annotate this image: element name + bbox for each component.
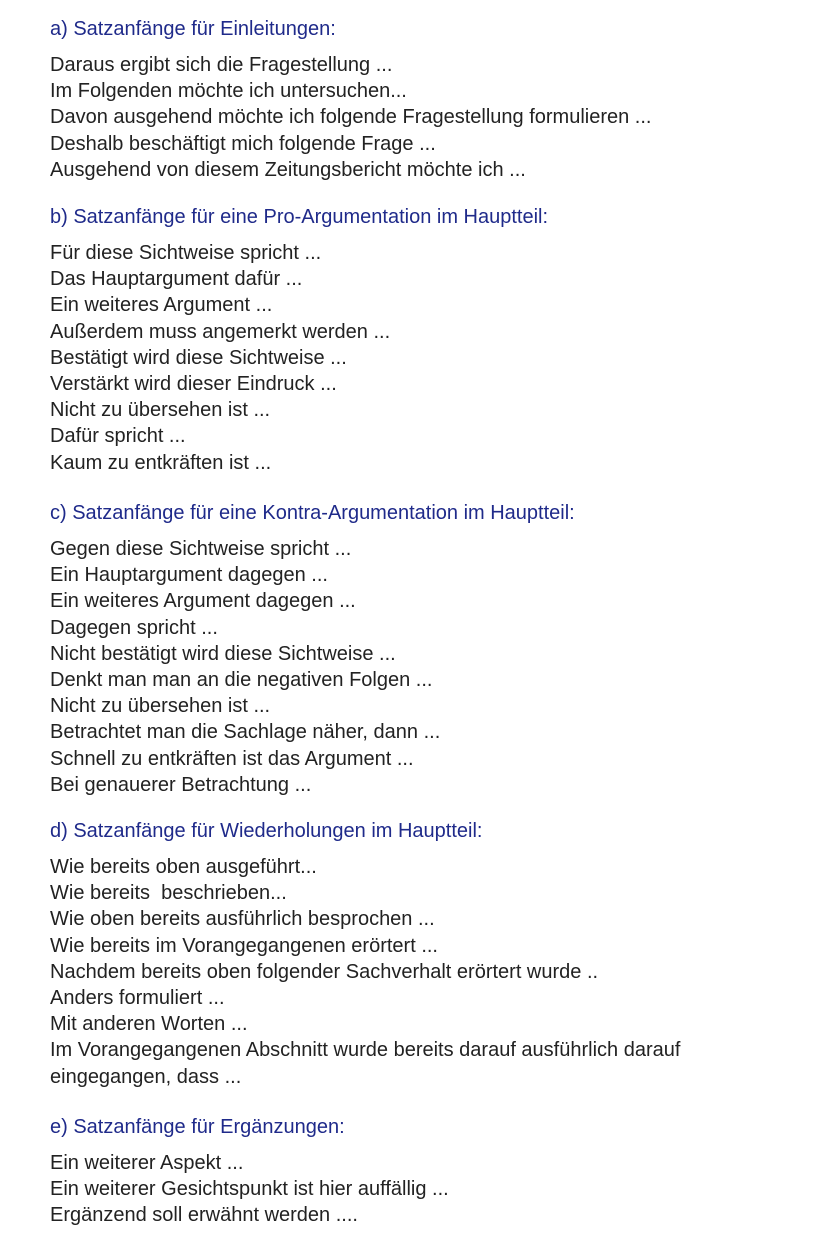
section-heading: d) Satzanfänge für Wiederholungen im Hauptteil:: [50, 820, 483, 842]
list-item: Dagegen spricht ...: [50, 616, 218, 639]
section-pro-argumentation: [0, 204, 548, 476]
phrase-list: [50, 1150, 449, 1229]
list-item: Ein weiterer Gesichtspunkt ist hier auffällig ...: [50, 1178, 449, 1201]
list-item: Gegen diese Sichtweise spricht ...: [50, 538, 352, 560]
list-item: Außerdem muss angemerkt werden ...: [50, 320, 391, 343]
list-item: Betrachtet man die Sachlage näher, dann ...: [50, 721, 441, 744]
list-item: Ein weiteres Argument dagegen ...: [50, 590, 356, 613]
list-item: Wie bereits im Vorangegangenen erörtert ...: [50, 934, 438, 957]
list-item: Im Folgenden möchte ich untersuchen...: [50, 80, 407, 103]
list-item: Verstärkt wird dieser Eindruck ...: [50, 373, 337, 396]
list-item: Nicht zu übersehen ist ...: [50, 399, 271, 422]
list-item: Deshalb beschäftigt mich folgende Frage ...: [50, 132, 436, 155]
list-item: Ein Hauptargument dagegen ...: [50, 564, 328, 587]
list-item: Davon ausgehend möchte ich folgende Fragestellung formulieren ...: [50, 106, 652, 129]
list-item: Nachdem bereits oben folgender Sachverhalt erörtert wurde ..: [50, 960, 599, 983]
list-item: Wie oben bereits ausführlich besprochen ...: [50, 908, 435, 931]
list-item: Nicht bestätigt wird diese Sichtweise ...: [50, 642, 396, 665]
section-heading: b) Satzanfänge für eine Pro-Argumentation im Hauptteil:: [50, 206, 549, 228]
list-item: Nicht zu übersehen ist ...: [50, 695, 271, 718]
list-item: Bestätigt wird diese Sichtweise ...: [50, 346, 347, 369]
phrase-list: [50, 854, 790, 1090]
list-item: Das Hauptargument dafür ...: [50, 268, 303, 291]
list-item: Ausgehend von diesem Zeitungsbericht möchte ich ...: [50, 158, 526, 181]
section-ergaenzungen: [0, 1114, 449, 1229]
phrase-list: [50, 52, 651, 183]
phrase-list: [50, 536, 575, 798]
list-item: Ergänzend soll erwähnt werden ....: [50, 1204, 358, 1227]
section-heading: e) Satzanfänge für Ergänzungen:: [50, 1116, 345, 1138]
section-wiederholungen: [0, 818, 790, 1090]
phrase-list: [50, 240, 548, 476]
list-item: Wie bereits beschrieben...: [50, 882, 287, 905]
section-kontra-argumentation: [0, 500, 575, 798]
list-item: Im Vorangegangenen Abschnitt wurde bereits darauf ausführlich darauf eingegangen, dass ...: [50, 1039, 686, 1088]
list-item: Ein weiteres Argument ...: [50, 294, 273, 317]
section-heading: a) Satzanfänge für Einleitungen:: [50, 18, 336, 40]
section-heading: c) Satzanfänge für eine Kontra-Argumentation im Hauptteil:: [50, 502, 575, 524]
list-item: Mit anderen Worten ...: [50, 1013, 248, 1036]
list-item: Wie bereits oben ausgeführt...: [50, 856, 317, 878]
list-item: Anders formuliert ...: [50, 987, 225, 1010]
list-item: Daraus ergibt sich die Fragestellung ...: [50, 54, 393, 76]
list-item: Für diese Sichtweise spricht ...: [50, 242, 322, 264]
list-item: Ein weiterer Aspekt ...: [50, 1152, 244, 1174]
list-item: Bei genauerer Betrachtung ...: [50, 773, 312, 796]
list-item: Denkt man man an die negativen Folgen ...: [50, 669, 433, 692]
list-item: Schnell zu entkräften ist das Argument ...: [50, 747, 414, 770]
list-item: Dafür spricht ...: [50, 425, 186, 448]
section-einleitungen: [0, 16, 651, 183]
list-item: Kaum zu entkräften ist ...: [50, 451, 272, 474]
